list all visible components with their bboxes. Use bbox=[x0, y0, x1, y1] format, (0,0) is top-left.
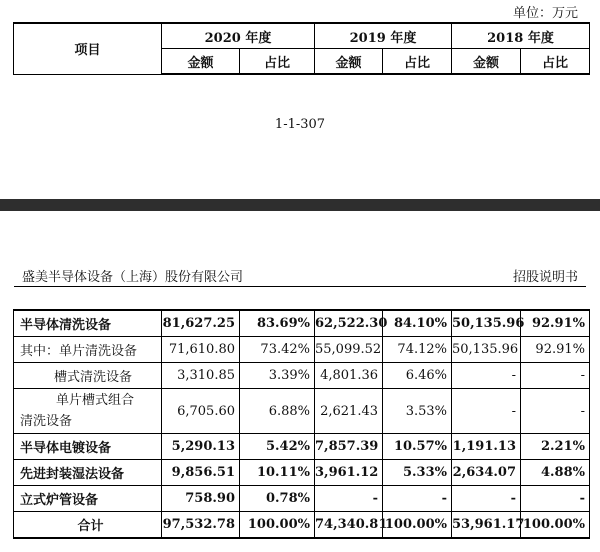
cell: 6.46% bbox=[383, 363, 452, 389]
cell: 4.88% bbox=[521, 460, 590, 486]
cell: 0.78% bbox=[240, 486, 315, 512]
amount-header: 金额 bbox=[452, 49, 521, 75]
year-2019-header: 2019 年度 bbox=[315, 23, 452, 49]
amount-header: 金额 bbox=[315, 49, 383, 75]
cell: 758.90 bbox=[162, 486, 240, 512]
cell: 50,135.96 bbox=[452, 310, 521, 337]
cell: 55,099.52 bbox=[315, 337, 383, 363]
cell: - bbox=[452, 486, 521, 512]
year-2018-header: 2018 年度 bbox=[452, 23, 590, 49]
row-label: 立式炉管设备 bbox=[14, 486, 162, 512]
cell: 3,961.12 bbox=[315, 460, 383, 486]
amount-header: 金额 bbox=[162, 49, 240, 75]
cell: 5.33% bbox=[383, 460, 452, 486]
cell: 2,634.07 bbox=[452, 460, 521, 486]
cell: - bbox=[383, 486, 452, 512]
cell: 4,801.36 bbox=[315, 363, 383, 389]
cell: - bbox=[452, 389, 521, 434]
cell: 3,310.85 bbox=[162, 363, 240, 389]
cell: 74,340.81 bbox=[315, 512, 383, 539]
ratio-header: 占比 bbox=[383, 49, 452, 75]
cell: 71,610.80 bbox=[162, 337, 240, 363]
cell: 10.57% bbox=[383, 434, 452, 460]
row-label: 其中：单片清洗设备 bbox=[14, 337, 162, 363]
row-label: 合计 bbox=[14, 512, 162, 539]
cell: 92.91% bbox=[521, 337, 590, 363]
document-header bbox=[14, 266, 586, 287]
cell: - bbox=[452, 363, 521, 389]
unit-label: 单位：万元 bbox=[512, 6, 578, 21]
cell: 84.10% bbox=[383, 310, 452, 337]
table-row bbox=[14, 310, 590, 337]
cell: - bbox=[521, 363, 590, 389]
cell: 2,621.43 bbox=[315, 389, 383, 434]
row-label: 半导体清洗设备 bbox=[14, 310, 162, 337]
cell: 81,627.25 bbox=[162, 310, 240, 337]
cell: 3.53% bbox=[383, 389, 452, 434]
ratio-header: 占比 bbox=[521, 49, 590, 75]
cell: 6.88% bbox=[240, 389, 315, 434]
cell: 62,522.30 bbox=[315, 310, 383, 337]
table-row bbox=[14, 460, 590, 486]
table-row bbox=[14, 363, 590, 389]
table-row bbox=[14, 337, 590, 363]
row-label-line2: 清洗设备 bbox=[20, 414, 73, 429]
cell: 83.69% bbox=[240, 310, 315, 337]
revenue-table bbox=[13, 309, 590, 539]
cell: 73.42% bbox=[240, 337, 315, 363]
cell: 100.00% bbox=[383, 512, 452, 539]
cell: 97,532.78 bbox=[162, 512, 240, 539]
table-row-total bbox=[14, 512, 590, 539]
item-header: 项目 bbox=[14, 23, 162, 74]
page-break-bar bbox=[0, 199, 600, 211]
document-type: 招股说明书 bbox=[512, 270, 578, 285]
cell: 3.39% bbox=[240, 363, 315, 389]
cell: 9,856.51 bbox=[162, 460, 240, 486]
cell: - bbox=[521, 486, 590, 512]
row-label: 半导体电镀设备 bbox=[14, 434, 162, 460]
cell: 5.42% bbox=[240, 434, 315, 460]
year-2020-header: 2020 年度 bbox=[162, 23, 315, 49]
cell: 53,961.17 bbox=[452, 512, 521, 539]
row-label: 先进封装湿法设备 bbox=[14, 460, 162, 486]
cell: 6,705.60 bbox=[162, 389, 240, 434]
ratio-header: 占比 bbox=[240, 49, 315, 75]
row-label bbox=[14, 389, 162, 434]
cell: 100.00% bbox=[521, 512, 590, 539]
cell: 74.12% bbox=[383, 337, 452, 363]
cell: 100.00% bbox=[240, 512, 315, 539]
company-name: 盛美半导体设备（上海）股份有限公司 bbox=[22, 270, 244, 285]
cell: 10.11% bbox=[240, 460, 315, 486]
cell: 2.21% bbox=[521, 434, 590, 460]
table-row bbox=[14, 486, 590, 512]
cell: 5,290.13 bbox=[162, 434, 240, 460]
cell: 50,135.96 bbox=[452, 337, 521, 363]
header-table bbox=[13, 22, 590, 75]
cell: - bbox=[521, 389, 590, 434]
cell: - bbox=[315, 486, 383, 512]
table-row bbox=[14, 389, 590, 434]
cell: 7,857.39 bbox=[315, 434, 383, 460]
cell: 92.91% bbox=[521, 310, 590, 337]
table-row bbox=[14, 434, 590, 460]
row-label-line1: 单片槽式组合 bbox=[56, 393, 135, 408]
cell: 1,191.13 bbox=[452, 434, 521, 460]
page-number: 1-1-307 bbox=[274, 117, 326, 132]
row-label: 槽式清洗设备 bbox=[14, 363, 162, 389]
